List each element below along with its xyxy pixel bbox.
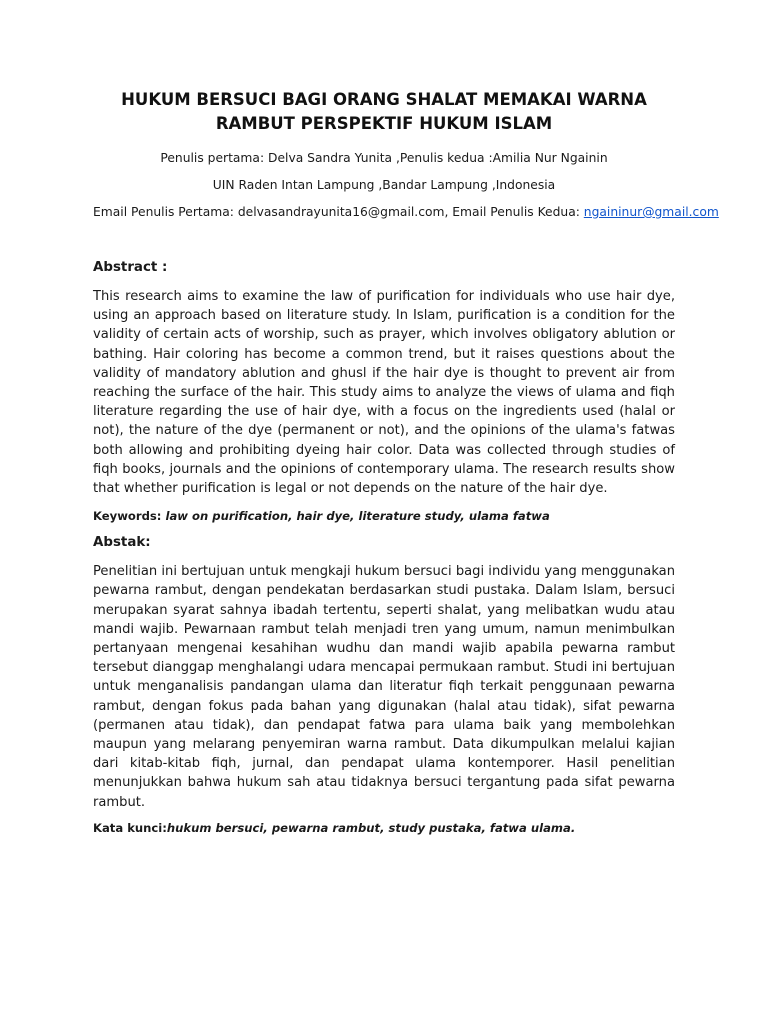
keywords-en-values: law on purification, hair dye, literature study, ulama fatwa	[165, 509, 550, 524]
abstract-text: This research aims to examine the law of purification for individuals who use hair dye, using an approach based on literature study. In Islam, purification is a condition for the validity of certain acts of worship, such as prayer, which involves obligatory ablution or bathing. Hair coloring has become a common trend, but it raises questions about the validity of mandatory ablution and ghusl if the hair dye is thought to prevent air from reaching the surface of the hair. This study aims to analyze the views of ulama and fiqh literature regarding the use of hair dye, with a focus on the ingredients used (halal or not), the nature of the dye (permanent or not), and the opinions of the ulama's fatwas both allowing and prohibiting dyeing hair color. Data was collected through studies of fiqh books, journals and the opinions of contemporary ulama. The research results show that whether purification is legal or not depends on the nature of the hair dye.	[93, 289, 675, 497]
email-prefix: Email Penulis Pertama: delvasandrayunita16@gmail.com, Email Penulis Kedua:	[93, 205, 584, 219]
abstak-heading: Abstak:	[93, 535, 151, 551]
abstak-text: Penelitian ini bertujuan untuk mengkaji hukum bersuci bagi individu yang menggunakan pewarna rambut, dengan pendekatan berdasarkan studi pustaka. Dalam Islam, bersuci merupakan syarat sahnya ibadah tertentu, seperti shalat, yang melibatkan wudu atau mandi wajib. Pewarnaan rambut telah menjadi tren yang umum, namun menimbulkan pertanyaan mengenai kesahihan wudhu dan mandi wajib apabila pewarna rambut tersebut dianggap menghalangi udara mencapai permukaan rambut. Studi ini bertujuan untuk menganalisis pandangan ulama dan literatur fiqh terkait penggunaan pewarna rambut, dengan fokus pada bahan yang digunakan (halal atau tidak), sifat pewarna (permanen atau tidak), dan pendapat fatwa para ulama baik yang membolehkan maupun yang melarang penyemiran warna rambut. Data dikumpulkan melalui kajian dari kitab-kitab fiqh, jurnal, dan pendapat ulama kontemporer. Hasil penelitian menunjukkan bahwa hukum sah atau tidaknya bersuci tergantung pada sifat pewarna rambut.	[93, 564, 675, 810]
affiliation-line: UIN Raden Intan Lampung ,Bandar Lampung ,Indonesia	[212, 178, 556, 192]
email-line	[93, 204, 719, 220]
author-line: Penulis pertama: Delva Sandra Yunita ,Penulis kedua :Amilia Nur Ngainin	[160, 151, 608, 165]
abstract-heading: Abstract :	[93, 260, 168, 275]
second-author-email-link[interactable]: ngaininur@gmail.com	[583, 205, 719, 219]
title-line-1: HUKUM BERSUCI BAGI ORANG SHALAT MEMAKAI WARNA	[121, 90, 647, 109]
keywords-en	[93, 508, 675, 524]
paper-title	[93, 0, 675, 136]
keywords-en-label: Keywords:	[93, 509, 166, 524]
keywords-id-values: hukum bersuci, pewarna rambut, study pustaka, fatwa ulama.	[166, 820, 576, 835]
keywords-id-label: Kata kunci:	[93, 820, 167, 835]
keywords-id	[93, 820, 675, 836]
title-line-2: RAMBUT PERSPEKTIF HUKUM ISLAM	[215, 114, 553, 133]
